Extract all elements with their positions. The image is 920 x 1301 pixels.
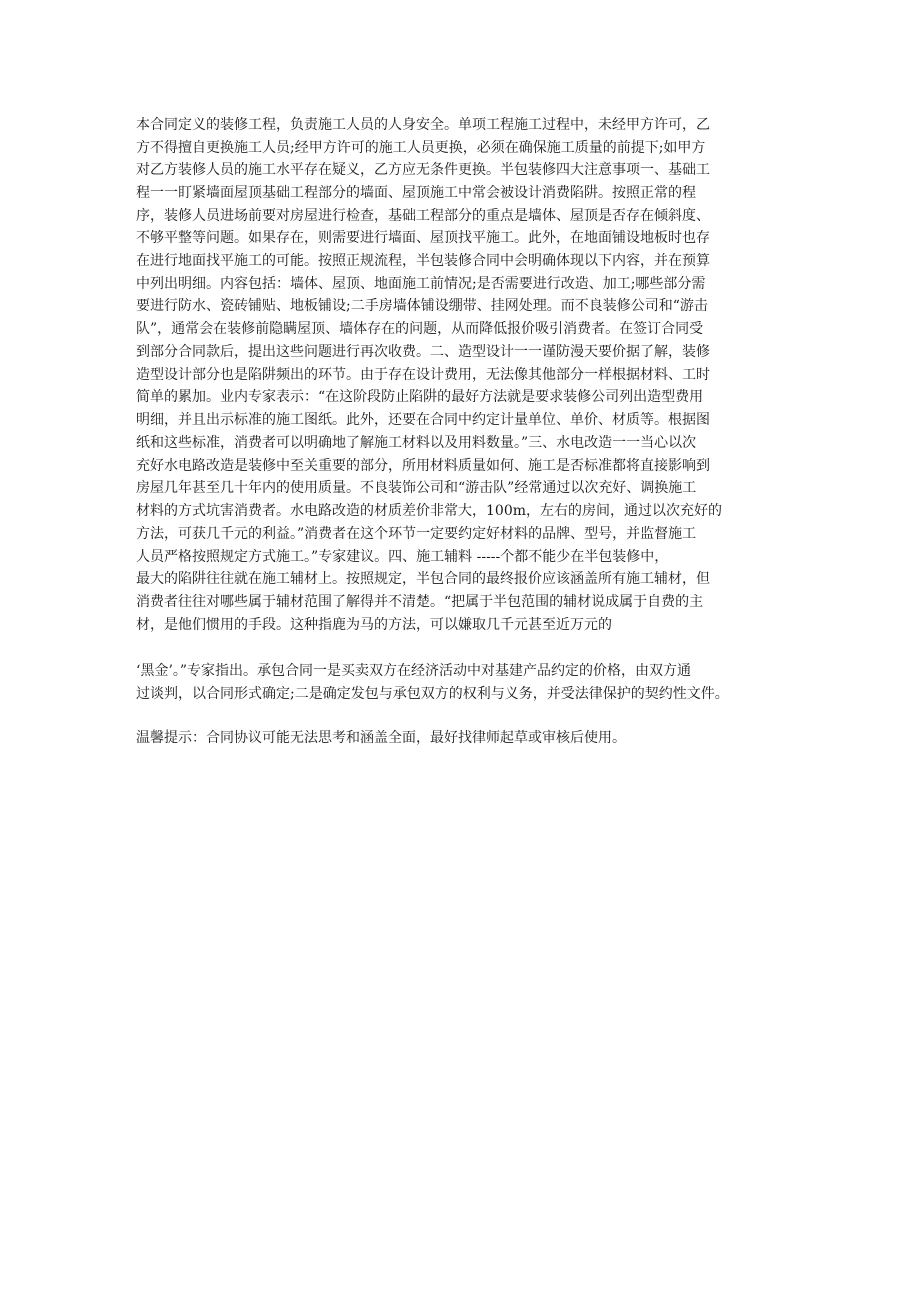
body-text-line: 到部分合同款后，提出这些问题进行再次收费。二、造型设计一一谨防漫天要价据了解，装修	[136, 344, 710, 360]
body-text-line: 纸和这些标准，消费者可以明确地了解施工材料以及用料数量。”三、水电改造一一当心以次	[136, 435, 697, 451]
body-text-line: 明细，并且出示标准的施工图纸。此外，还要在合同中约定计量单位、单价、材质等。根据图	[136, 412, 710, 428]
body-text-line: 房屋几年甚至几十年内的使用质量。不良装饰公司和“游击队”经常通过以次充好、调换施工	[136, 480, 697, 496]
body-text-line: 简单的累加。业内专家表示：“在这阶段防止陷阱的最好方法就是要求装修公司列出造型费用	[136, 389, 704, 405]
body-text-line: 方法，可获几千元的利益。”消费者在这个环节一定要约定好材料的品牌、型号，并监督施工	[136, 526, 697, 542]
body-text-line: 本合同定义的装修工程，负责施工人员的人身安全。单项工程施工过程中，未经甲方许可，乙	[136, 117, 710, 133]
body-text-line: 造型设计部分也是陷阱频出的环节。由于存在设计费用，无法像其他部分一样根据材料、工时	[136, 367, 710, 383]
body-text-line: 程一一盯紧墙面屋顶基础工程部分的墙面、屋顶施工中常会被设计消费陷阱。按照正常的程	[136, 185, 696, 201]
body-text-line: 消费者往往对哪些属于辅材范围了解得并不清楚。“把属于半包范围的辅材说成属于自费的主	[136, 594, 704, 610]
body-text-line: 材，是他们惯用的手段。这种指鹿为马的方法，可以嫌取几千元甚至近万元的	[136, 617, 612, 633]
body-text-line: 人员严格按照规定方式施工。”专家建议。四、施工辅料 -----个都不能少在半包装修中，	[136, 549, 669, 565]
body-text-line: 中列出明细。内容包括：墙体、屋顶、地面施工前情况;是否需要进行改造、加工;哪些部分需	[136, 276, 706, 292]
notice-text: 温馨提示：合同协议可能无法思考和涵盖全面，最好找律师起草或审核后使用。	[136, 730, 626, 746]
body-text-line: 充好水电路改造是装修中至关重要的部分，所用材料质量如何、施工是否标准都将直接影响到	[136, 458, 710, 474]
body-text-line: 在进行地面找平施工的可能。按照正规流程，半包装修合同中会明确体现以下内容，并在预算	[136, 253, 710, 269]
body-text-line: 对乙方装修人员的施工水平存在疑义，乙方应无条件更换。半包装修四大注意事项一、基础工	[136, 162, 710, 178]
body-text-line: ‘黑金’。”专家指出。承包合同一是买卖双方在经济活动中对基建产品约定的价格，由双方通	[136, 663, 692, 679]
body-text-line: 最大的陷阱往往就在施工辅材上。按照规定，半包合同的最终报价应该涵盖所有施工辅材，但	[136, 571, 710, 587]
body-text-line: 序，装修人员进场前要对房屋进行检查，基础工程部分的重点是墙体、屋顶是否存在倾斜度、	[136, 208, 710, 224]
body-text-line: 过谈判，以合同形式确定;二是确定发包与承包双方的权利与义务，并受法律保护的契约性文件。	[136, 686, 729, 702]
body-text-line: 不够平整等问题。如果存在，则需要进行墙面、屋顶找平施工。此外，在地面铺设地板时也存	[136, 230, 710, 246]
body-text-line: 要进行防水、瓷砖铺贴、地板铺设;二手房墙体铺设绷带、挂网处理。而不良装修公司和“游击	[136, 298, 708, 314]
body-text-line: 材料的方式坑害消费者。水电路改造的材质差价非常大，100m，左右的房间，通过以次充好的	[136, 503, 722, 519]
body-text-line: 队”，通常会在装修前隐瞒屋顶、墙体存在的问题，从而降低报价吸引消费者。在签订合同受	[136, 321, 704, 337]
body-text-line: 方不得擅自更换施工人员;经甲方许可的施工人员更换，必须在确保施工质量的前提下;如甲方	[136, 140, 706, 156]
